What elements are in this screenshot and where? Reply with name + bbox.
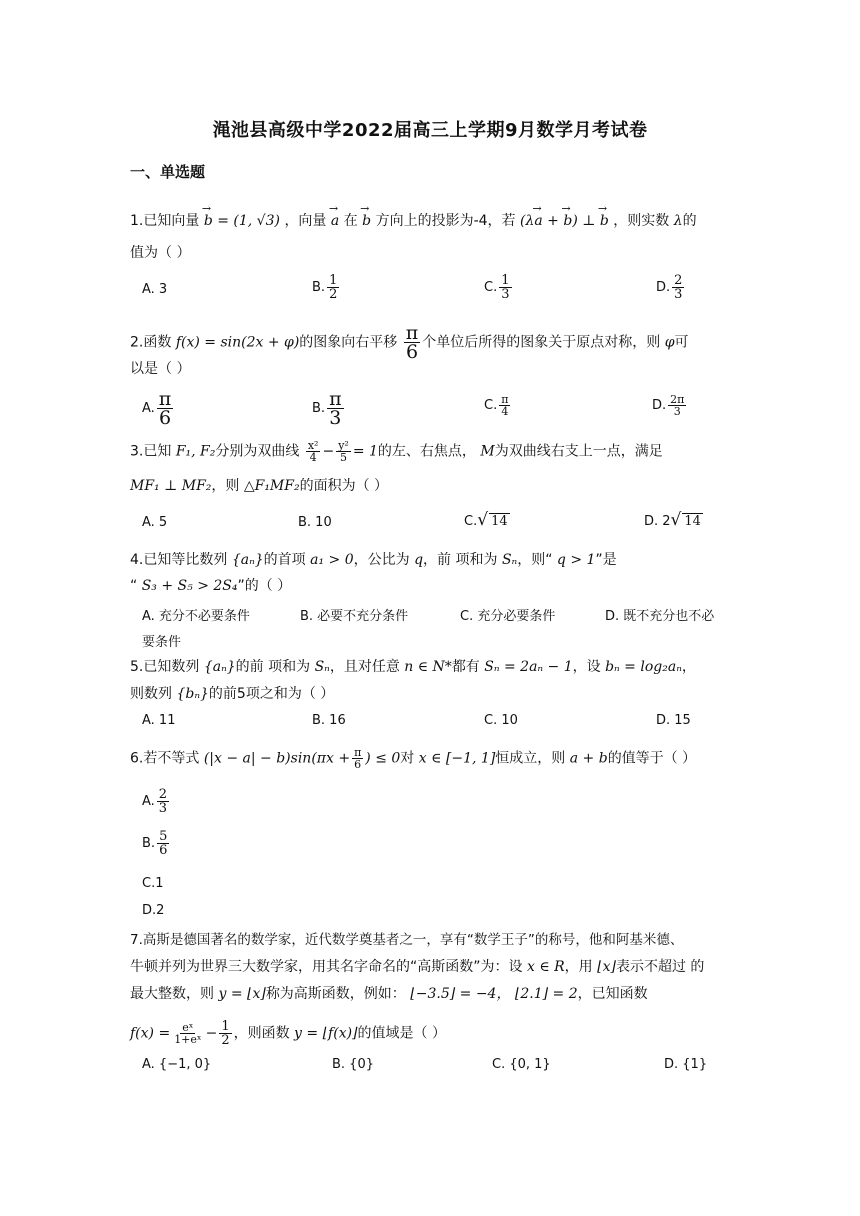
q6-sum: a + b: [569, 750, 608, 767]
q3-option-d-label: D. 2: [644, 514, 671, 529]
q3-d-radicand: 14: [684, 514, 701, 529]
q2-shift-den: 6: [405, 341, 419, 363]
sqrt-icon: √: [670, 510, 682, 530]
q4-line2: [130, 576, 730, 596]
q6-text-a: 6.若不等式: [130, 750, 200, 767]
q7-fx: f(x) =: [130, 1025, 171, 1042]
q2-option-b[interactable]: [312, 390, 346, 427]
q2-option-b-label: B.: [312, 401, 326, 416]
q5-bseq: {bₙ}: [176, 686, 209, 702]
q2-d-den: 3: [673, 405, 681, 418]
q2-option-c[interactable]: [484, 394, 512, 417]
q3-hy-num: y²: [338, 439, 349, 452]
q4-sn: Sₙ: [501, 552, 518, 568]
q5-line1: [130, 657, 730, 677]
q3-f2: F₂: [200, 443, 216, 460]
q1-option-c[interactable]: [484, 274, 514, 301]
q7-fx-num: eˣ: [182, 1021, 194, 1034]
exam-title: 渑池县高级中学2022届高三上学期9月数学月考试卷: [212, 120, 648, 141]
q1-option-d[interactable]: [656, 274, 686, 301]
q4-option-b[interactable]: B. 必要不充分条件: [300, 609, 409, 624]
q1-vector-a: → a: [331, 207, 339, 231]
q2-line1: [130, 324, 730, 361]
q7-text-d: 最大整数，则: [130, 986, 214, 1002]
q7-option-a[interactable]: A. {−1, 0}: [142, 1057, 212, 1072]
q5-seq: {aₙ}: [203, 659, 236, 675]
q7-text-f: ，已知函数: [577, 986, 648, 1002]
q7-example2: ⌊2.1⌋ = 2: [514, 986, 578, 1002]
q4-text-g: “: [130, 578, 138, 594]
q5-sn: Sₙ: [314, 659, 330, 675]
q5-text-f: ，: [681, 659, 696, 675]
q2-option-c-label: C.: [484, 398, 498, 413]
q7-half-den: 2: [221, 1033, 230, 1048]
q4-text-f: ”是: [595, 552, 617, 568]
q5-bn: bₙ = log₂aₙ: [605, 659, 682, 675]
q5-line2: [130, 684, 730, 704]
q1-text-b: ，向量: [284, 213, 327, 229]
q3-text-d: 为双曲线右支上一点，满足: [494, 443, 663, 460]
q5-text-d: 都有: [451, 659, 480, 675]
q6-ineq-a: (|x − a| − b)sin(πx +: [203, 750, 351, 767]
q1-b-den: 2: [329, 287, 338, 302]
q4-option-a[interactable]: A. 充分不必要条件: [142, 609, 250, 624]
q7-text-c: 表示不超过 的: [615, 959, 705, 975]
q4-text-c: ，公比为: [353, 552, 410, 568]
q4-line1: [130, 550, 730, 570]
q6-domain: x ∈ [−1, 1]: [418, 750, 496, 767]
q6-option-c[interactable]: C.1: [142, 876, 164, 891]
q1-option-b[interactable]: [312, 274, 341, 301]
q7-text-b: ，用: [564, 959, 593, 975]
q5-text-h: 的前5项之和为（ ）: [208, 686, 335, 702]
q7-floor: ⌊x⌋: [597, 959, 616, 975]
q3-hx-den: 4: [309, 451, 317, 464]
q7-line3: [130, 984, 730, 1004]
q1-d-den: 3: [674, 287, 683, 302]
q2-b-num: π: [329, 388, 342, 410]
q3-option-d[interactable]: [644, 510, 703, 530]
q2-line2: 以是（ ）: [130, 361, 191, 377]
q1-text-e: ，则实数: [613, 213, 670, 229]
q7-fx-den: 1+eˣ: [174, 1033, 202, 1046]
q4-q: q: [414, 552, 424, 568]
q2-c-den: 4: [501, 405, 509, 418]
q5-text-c: ，且对任意: [329, 659, 400, 675]
q4-option-c[interactable]: C. 充分必要条件: [460, 609, 556, 624]
q5-text-a: 5.已知数列: [130, 659, 200, 675]
q2-text-a: 2.函数: [130, 334, 172, 351]
q7-line1: 7.高斯是德国著名的数学家，近代数学奠基者之一，享有“数学王子”的称号，他和阿基米德、: [130, 932, 684, 948]
q5-text-b: 的前 项和为: [235, 659, 311, 675]
q3-f1: F₁,: [175, 443, 196, 460]
q6-text-b: 对: [400, 750, 415, 767]
q3-option-c[interactable]: [464, 510, 510, 530]
q3-triangle: △F₁MF₂: [243, 478, 300, 494]
q2-d-num: 2π: [670, 393, 685, 406]
q1-vector-b2: → b: [362, 207, 371, 231]
q3-hy-den: 5: [340, 451, 347, 464]
q3-eq1: = 1: [352, 443, 378, 460]
q2-a-den: 6: [159, 407, 172, 429]
q3-line1: 3.已知 F₁, F₂分别为双曲线 $\frac{\text{x²}}{4}$ − $\frac{\text{y²}}{5}$ = 1的左、右焦点， M为双曲线右支上一点，满足: [130, 439, 663, 464]
q3-c-radicand: 14: [491, 514, 508, 529]
q3-text-e: ，则: [211, 478, 240, 494]
q3-text-a: 3.已知: [130, 443, 172, 460]
q4-ineq: S₃ + S₅ > 2S₄: [141, 578, 238, 594]
q7-text-a: 牛顿并列为世界三大数学家，用其名字命名的“高斯函数”为：设: [130, 959, 523, 975]
q4-option-d[interactable]: D. 既不充分也不必: [605, 609, 715, 624]
q6-line1: [130, 747, 730, 770]
q1-lambda: λ: [673, 213, 683, 229]
q4-text-b: 的首项: [263, 552, 306, 568]
q4-text-e: ，则“: [517, 552, 553, 568]
q2-c-num: π: [501, 393, 509, 406]
q2-function: f(x) = sin(2x + φ): [175, 334, 300, 351]
q7-text-h: 的值域是（ ）: [357, 1025, 446, 1042]
q7-line2: [130, 957, 730, 977]
q1-text-f: 的: [682, 213, 697, 229]
q5-n: n ∈ N*: [404, 659, 452, 675]
q4-text-a: 4.已知等比数列: [130, 552, 228, 568]
q1-line2: 值为（ ）: [130, 245, 191, 261]
q5-text-g: 则数列: [130, 686, 172, 702]
q1-vector-b: → b = (1, √3): [204, 213, 280, 229]
q1-condition: (λ→ a + → b) ⊥ → b: [520, 213, 609, 229]
q7-xr: x ∈ R: [526, 959, 565, 975]
sqrt-icon: √: [477, 510, 489, 530]
q1-line1: [130, 207, 730, 231]
q3-option-a[interactable]: A. 5: [142, 515, 168, 530]
q7-text-e: 称为高斯函数，例如：: [265, 986, 406, 1002]
q1-text-a: 1.已知向量: [130, 213, 200, 229]
q7-option-c[interactable]: C. {0, 1}: [492, 1057, 551, 1072]
q1-b-num: 1: [329, 273, 338, 288]
q1-text-d: 方向上的投影为-4，若: [375, 213, 516, 229]
q3-hx-num: x²: [307, 439, 319, 452]
q6-option-a-label: A.: [142, 794, 155, 809]
q6-option-d[interactable]: D.2: [142, 903, 165, 918]
q1-c-den: 3: [501, 287, 510, 302]
q3-option-c-label: C.: [464, 514, 478, 529]
q7-text-g: ，则函数: [233, 1025, 290, 1042]
q5-rel: Sₙ = 2aₙ − 1: [484, 659, 573, 675]
q4-text-h: ”的（ ）: [237, 578, 292, 594]
q6-option-a[interactable]: [142, 788, 171, 815]
q6-option-b[interactable]: [142, 830, 171, 857]
q3-option-b[interactable]: B. 10: [298, 515, 332, 530]
q4-a1: a₁ > 0: [310, 552, 354, 568]
q7-yfx: y = ⌊f(x)⌋: [294, 1025, 358, 1042]
section-heading: 一、单选题: [130, 163, 206, 181]
q3-perp: MF₁ ⊥ MF₂: [130, 478, 212, 494]
q5-option-c[interactable]: C. 10: [484, 713, 518, 728]
q6-text-c: 恒成立，则: [495, 750, 566, 767]
q2-option-a-label: A.: [142, 401, 155, 416]
q2-option-a[interactable]: [142, 390, 175, 427]
q3-line2: [130, 476, 730, 496]
q4-option-d-cont: 要条件: [142, 635, 182, 650]
q1-option-b-label: B.: [312, 280, 326, 295]
q2-text-c: 个单位后所得的图象关于原点对称，则: [422, 334, 661, 351]
q1-d-num: 2: [674, 273, 683, 288]
q6-b-num: 5: [159, 829, 168, 844]
q7-option-b[interactable]: B. {0}: [332, 1057, 374, 1072]
q4-cond: q > 1: [556, 552, 596, 568]
q5-text-e: ，设: [572, 659, 601, 675]
q2-b-den: 3: [329, 407, 342, 429]
q7-half-num: 1: [221, 1019, 230, 1034]
q3-text-f: 的面积为（ ）: [299, 478, 389, 494]
q2-option-d[interactable]: [652, 394, 688, 417]
q7-option-d[interactable]: D. {1}: [664, 1057, 708, 1072]
q7-yfloor: y = ⌊x⌋: [218, 986, 266, 1002]
q1-option-c-label: C.: [484, 280, 498, 295]
q6-text-d: 的值等于（ ）: [607, 750, 697, 767]
q1-option-d-label: D.: [656, 280, 671, 295]
q4-seq: {aₙ}: [231, 552, 264, 568]
q5-option-d[interactable]: D. 15: [656, 713, 691, 728]
q3-text-b: 分别为双曲线: [215, 443, 300, 460]
q6-frac-num: π: [354, 746, 362, 759]
q5-option-b[interactable]: B. 16: [312, 713, 346, 728]
q6-frac-den: 6: [354, 758, 362, 771]
q6-a-den: 3: [158, 801, 168, 816]
q7-minus: −: [205, 1025, 218, 1042]
q6-b-den: 6: [159, 843, 168, 858]
q1-c-num: 1: [501, 273, 510, 288]
q2-text-d: 可: [674, 334, 689, 351]
q2-phi: φ: [664, 334, 675, 351]
q2-option-d-label: D.: [652, 398, 667, 413]
q2-shift-num: π: [405, 322, 419, 344]
q3-m: M: [480, 443, 495, 460]
q3-text-c: 的左、右焦点，: [377, 443, 476, 460]
q6-option-b-label: B.: [142, 836, 156, 851]
q1-text-c: 在: [343, 213, 358, 229]
q2-a-num: π: [158, 388, 172, 410]
q6-ineq-b: ) ≤ 0: [365, 750, 401, 767]
q6-a-num: 2: [158, 787, 168, 802]
q7-line4: [130, 1020, 730, 1047]
q7-example1: ⌊−3.5⌋ = −4，: [410, 986, 511, 1002]
q1-option-a[interactable]: A. 3: [142, 282, 168, 297]
q2-text-b: 的图象向右平移: [299, 334, 398, 351]
q5-option-a[interactable]: A. 11: [142, 713, 176, 728]
q4-text-d: ，前 项和为: [423, 552, 498, 568]
